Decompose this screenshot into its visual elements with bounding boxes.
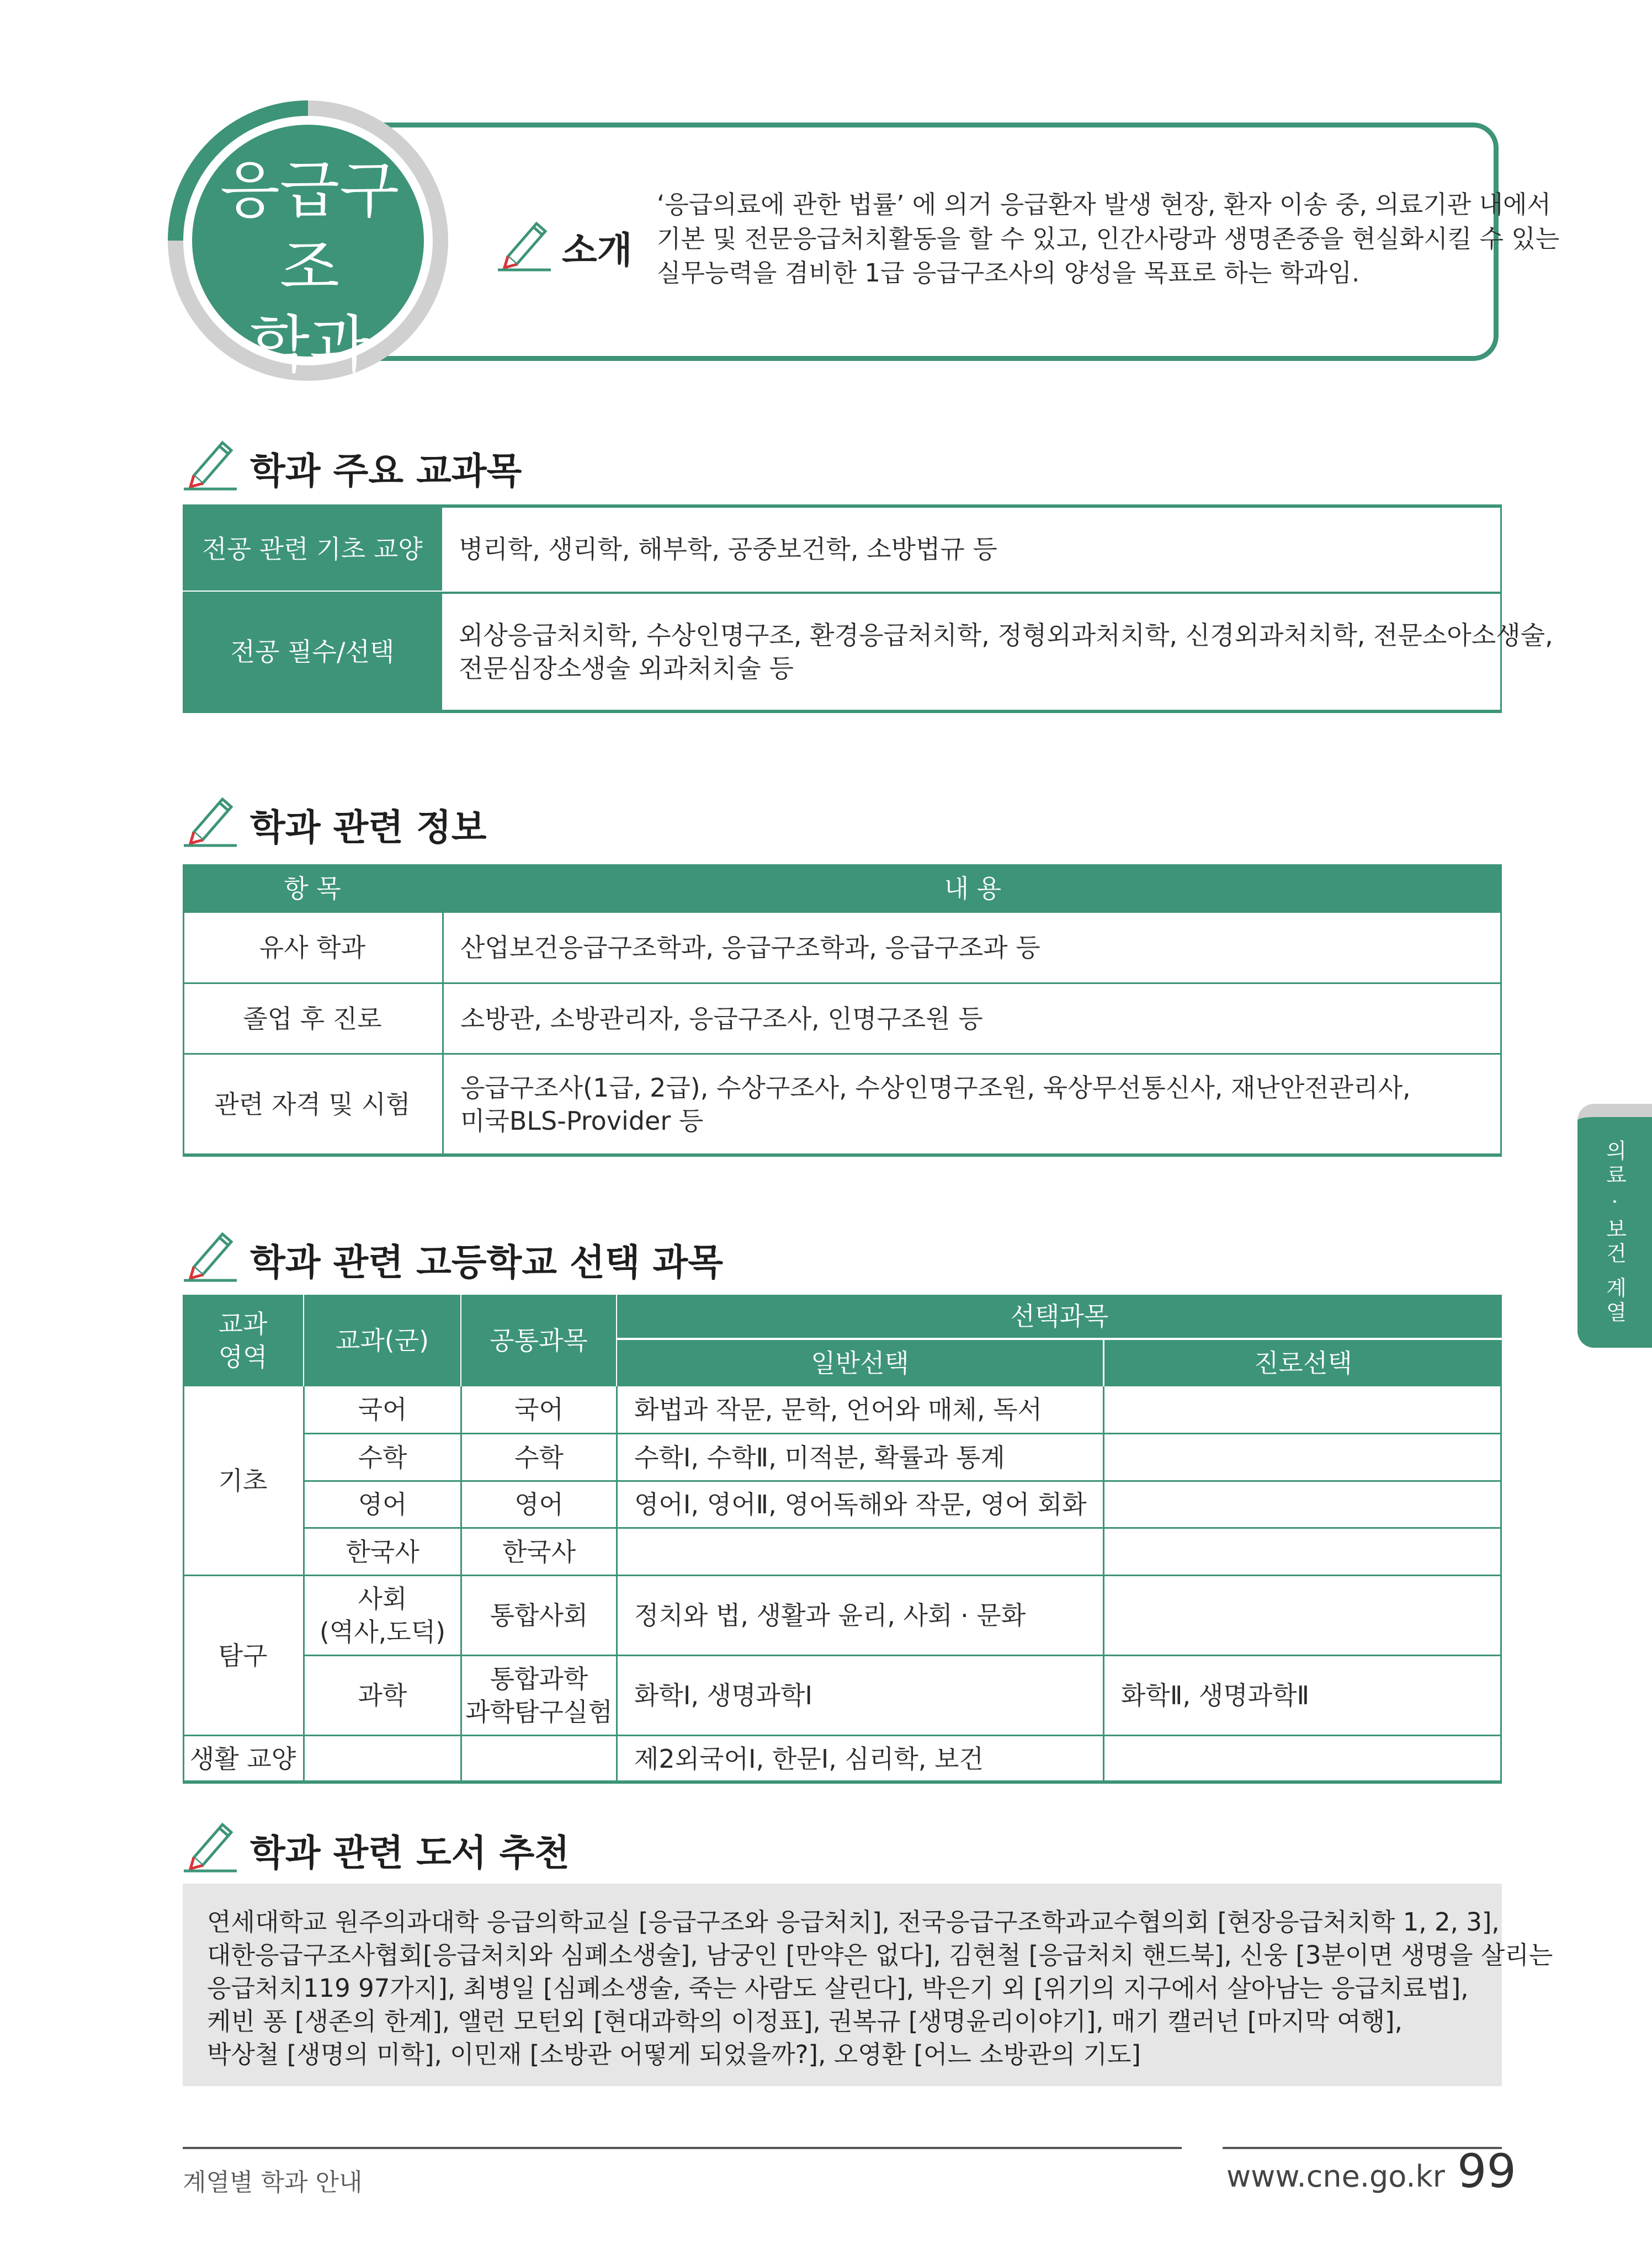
pencil-icon	[183, 1814, 238, 1874]
career-elective	[1104, 1386, 1502, 1433]
common-subject: 수학	[514, 1442, 564, 1472]
footer-url[interactable]: www.cne.go.kr	[1226, 2159, 1446, 2194]
header-area: 교과 영역	[183, 1295, 303, 1386]
general-elective: 수학Ⅰ, 수학Ⅱ, 미적분, 확률과 통계	[634, 1442, 1005, 1472]
divider	[617, 1338, 1502, 1340]
divider	[616, 1295, 617, 1386]
subject-group: 사회 (역사,도덕)	[319, 1584, 446, 1647]
divider	[303, 1295, 304, 1386]
subject-group: 국어	[358, 1395, 407, 1424]
footer-rule	[183, 2147, 1182, 2149]
book-line: 케빈 퐁 [생존의 한계], 앨런 모턴외 [현대과학의 이정표], 권복규 [생명윤리이야기], 매기 캘러넌 [마지막 여행],	[207, 2007, 1403, 2036]
general-elective: 제2외국어Ⅰ, 한문Ⅰ, 심리학, 보건	[634, 1744, 984, 1774]
career-elective: 화학Ⅱ, 생명과학Ⅱ	[1121, 1681, 1310, 1710]
row-value-line: 외상응급처치학, 수상인명구조, 환경응급처치학, 정형외과처치학, 신경외과처치학, 전문소아소생술,	[459, 620, 1553, 650]
book-line: 대한응급구조사협회[응급처치와 심폐소생술], 남궁인 [만약은 없다], 김현철 [응급처치 핸드북], 신웅 [3분이면 생명을 살리는	[207, 1940, 1553, 1970]
general-elective: 정치와 법, 생활과 윤리, 사회 · 문화	[634, 1600, 1026, 1630]
career-elective	[1104, 1736, 1502, 1782]
general-elective	[618, 1529, 1103, 1575]
subject-group: 과학	[358, 1681, 407, 1710]
book-line: 응급처치119 97가지], 최병일 [심폐소생술, 죽는 사람도 살린다], 박은기 외 [위기의 지구에서 살아남는 응급치료법],	[207, 1974, 1469, 2003]
common-subject: 통합과학 과학탐구실험	[465, 1664, 613, 1727]
pencil-icon	[183, 788, 238, 849]
row-label: 전공 필수/선택	[183, 594, 442, 710]
general-elective: 영어Ⅰ, 영어Ⅱ, 영어독해와 작문, 영어 회화	[634, 1490, 1087, 1519]
category-side-tab-label: 의료 · 보건 계열	[1602, 1139, 1627, 1326]
info-content-line: 미국BLS-Provider 등	[460, 1106, 704, 1136]
header-group: 교과(군)	[304, 1295, 460, 1386]
subject-group: 한국사	[346, 1536, 419, 1567]
general-elective: 화법과 작문, 문학, 언어와 매체, 독서	[634, 1395, 1043, 1424]
career-elective	[1104, 1576, 1502, 1655]
divider	[460, 1295, 461, 1386]
recommended-books	[183, 1884, 1553, 2086]
intro-line: 기본 및 전문응급처치활동을 할 수 있고, 인간사랑과 생명존중을 현실화시킬 수 있는	[657, 224, 1560, 253]
common-subject: 한국사	[502, 1536, 576, 1567]
header-common: 공통과목	[461, 1295, 616, 1386]
section-title: 학과 주요 교과목	[250, 450, 522, 492]
info-content	[444, 913, 1498, 982]
header-general: 일반선택	[617, 1340, 1103, 1386]
career-elective	[1104, 1434, 1502, 1480]
section-title: 학과 관련 도서 추천	[250, 1832, 570, 1874]
info-content-line: 산업보건응급구조학과, 응급구조학과, 응급구조과 등	[460, 933, 1040, 963]
row-label: 전공 관련 기초 교양	[183, 508, 442, 591]
dept-title	[190, 152, 429, 384]
info-item: 관련 자격 및 시험	[214, 1089, 411, 1119]
info-content	[444, 984, 1498, 1053]
common-subject: 영어	[514, 1490, 564, 1519]
intro-line: ‘응급의료에 관한 법률’ 에 의거 응급환자 발생 현장, 환자 이송 중, 의료기관 내에서	[657, 190, 1551, 219]
section-title: 학과 관련 고등학교 선택 과목	[250, 1241, 723, 1284]
pencil-icon	[183, 432, 238, 492]
header-career: 진로선택	[1104, 1340, 1502, 1386]
career-elective	[1104, 1529, 1502, 1575]
book-line: 박상철 [생명의 미학], 이민재 [소방관 어떻게 되었을까?], 오영환 [어느 소방관의 기도]	[207, 2040, 1141, 2069]
intro-line: 실무능력을 겸비한 1급 응급구조사의 양성을 목표로 하는 학과임.	[657, 258, 1360, 288]
subject-group	[305, 1736, 460, 1782]
subject-group: 영어	[358, 1490, 407, 1519]
career-elective	[1104, 1482, 1502, 1527]
row-value	[442, 508, 1500, 591]
row-value-line: 병리학, 생리학, 해부학, 공중보건학, 소방법규 등	[459, 534, 997, 564]
section-title: 학과 관련 정보	[250, 806, 487, 849]
common-subject: 통합사회	[490, 1600, 588, 1630]
general-elective: 화학Ⅰ, 생명과학Ⅰ	[634, 1681, 812, 1710]
subject-group: 수학	[358, 1442, 407, 1472]
header-elective: 선택과목	[617, 1295, 1502, 1338]
area-basic: 기초	[218, 1465, 268, 1496]
row-value	[442, 594, 1553, 710]
info-item: 유사 학과	[259, 933, 366, 963]
header-item: 항 목	[183, 864, 442, 913]
pencil-icon	[497, 212, 552, 273]
dept-title-line2: 학과	[249, 309, 370, 381]
book-line: 연세대학교 원주의과대학 응급의학교실 [응급구조와 응급처치], 전국응급구조학과교수협의회 [현장응급처치학 1, 2, 3],	[207, 1907, 1500, 1937]
info-content-line: 응급구조사(1급, 2급), 수상구조사, 수상인명구조원, 육상무선통신사, 재난안전관리사,	[460, 1073, 1411, 1103]
page-number: 99	[1457, 2144, 1516, 2198]
info-content	[444, 1055, 1498, 1154]
pencil-icon	[183, 1223, 238, 1284]
divider	[1103, 1340, 1104, 1386]
dept-title-line1: 응급구조	[220, 155, 400, 304]
header-content: 내 용	[444, 864, 1502, 913]
area-inquiry: 탐구	[218, 1640, 268, 1671]
common-subject	[462, 1736, 616, 1782]
info-content-line: 소방관, 소방관리자, 응급구조사, 인명구조원 등	[460, 1003, 983, 1034]
info-item: 졸업 후 진로	[243, 1003, 382, 1034]
area-life: 생활 교양	[189, 1744, 296, 1774]
intro-text	[657, 188, 1560, 290]
intro-label: 소개	[562, 229, 633, 272]
row-value-line: 전문심장소생술 외과처치술 등	[459, 653, 794, 683]
footer-caption: 계열별 학과 안내	[183, 2168, 363, 2197]
common-subject: 국어	[514, 1395, 564, 1424]
